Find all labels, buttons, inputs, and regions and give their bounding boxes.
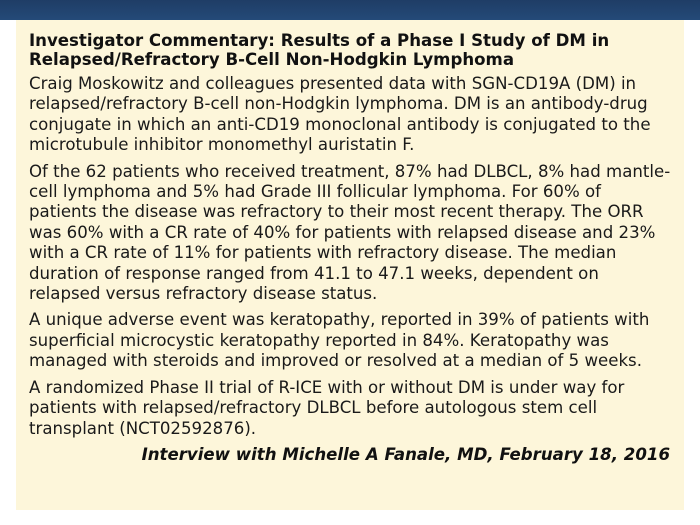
paragraph-efficacy-results: Of the 62 patients who received treatment, 87% had DLBCL, 8% had mantle-cell lymphoma and 5% had Grade III follicular lymphoma. For 60% of patients the disease was refractory to their most recent therapy. The ORR was 60% with a CR rate of 40% for patients with relapsed disease and 23% with a CR rate of 11% for patients with refractory disease. The median duration of response ranged from 41.1 to 47.1 weeks, dependent on relapsed versus refractory disease status.	[29, 161, 671, 304]
paragraph-study-overview: Craig Moskowitz and colleagues presented data with SGN-CD19A (DM) in relapsed/refractory B-cell non-Hodgkin lymphoma. DM is an antibody-drug conjugate in which an anti-CD19 monoclonal antibody is conjugated to the microtubule inhibitor monomethyl auristatin F.	[29, 74, 651, 155]
paragraph-adverse-events: A unique adverse event was keratopathy, reported in 39% of patients with superficial microcystic keratopathy reported in 84%. Keratopathy was managed with steroids and improved or resolved at a median of 5 weeks.	[29, 310, 650, 371]
paragraph-phase-ii-trial: A randomized Phase II trial of R-ICE with or without DM is under way for patients with relapsed/refractory DLBCL before autologous stem cell transplant (NCT02592876).	[29, 377, 625, 438]
commentary-title: Investigator Commentary: Results of a Phase I Study of DM in Relapsed/Refractory B-Cell Non-Hodgkin Lymphoma	[29, 31, 610, 69]
header-band	[0, 0, 700, 20]
commentary-panel	[16, 20, 684, 510]
interview-attribution: Interview with Michelle A Fanale, MD, February 18, 2016	[141, 444, 670, 464]
